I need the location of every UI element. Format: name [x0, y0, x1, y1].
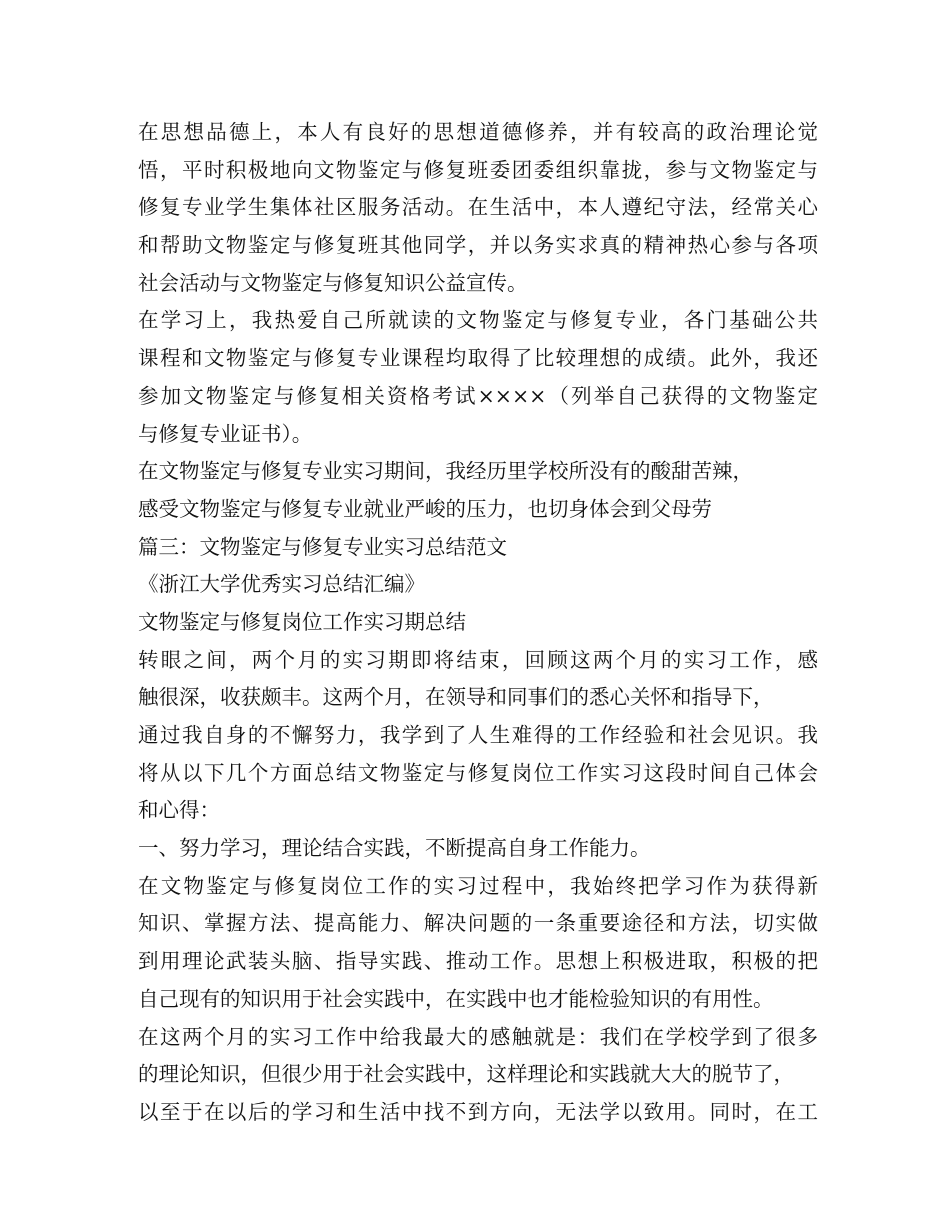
document-body [138, 114, 818, 1132]
text-line: 在思想品德上，本人有良好的思想道德修养，并有较高的政治理论觉 [138, 120, 818, 144]
document-title: 文物鉴定与修复岗位工作实习期总结 [138, 609, 466, 634]
text-line: 悟，平时积极地向文物鉴定与修复班委团委组织靠拢，参与文物鉴定与 [138, 157, 818, 182]
text-line: 通过我自身的不懈努力，我学到了人生难得的工作经验和社会见识。我 [138, 723, 818, 747]
collection-title: 《浙江大学优秀实习总结汇编》 [138, 572, 425, 597]
section-heading: 篇三：文物鉴定与修复专业实习总结范文 [138, 534, 507, 559]
text-line: 以至于在以后的学习和生活中找不到方向，无法学以致用。同时，在工 [138, 1099, 818, 1124]
text-line: 在文物鉴定与修复专业实习期间，我经历里学校所没有的酸甜苦辣， [138, 459, 753, 484]
text-line: 在这两个月的实习工作中给我最大的感触就是：我们在学校学到了很多 [138, 1024, 818, 1049]
text-line: 在学习上，我热爱自己所就读的文物鉴定与修复专业，各门基础公共 [138, 308, 818, 333]
text-line: 和心得： [138, 798, 220, 823]
text-line: 和帮助文物鉴定与修复班其他同学，并以务实求真的精神热心参与各项 [138, 233, 818, 258]
text-line: 自己现有的知识用于社会实践中，在实践中也才能检验知识的有用性。 [138, 986, 774, 1011]
text-line: 知识、掌握方法、提高能力、解决问题的一条重要途径和方法，切实做 [138, 911, 818, 936]
text-line: 转眼之间，两个月的实习期即将结束，回顾这两个月的实习工作，感 [138, 647, 818, 672]
text-line: 触很深，收获颇丰。这两个月，在领导和同事们的悉心关怀和指导下， [138, 685, 774, 710]
text-line: 到用理论武装头脑、指导实践、推动工作。思想上积极进取，积极的把 [138, 949, 818, 974]
text-line: 修复专业学生集体社区服务活动。在生活中，本人遵纪守法，经常关心 [138, 195, 818, 220]
text-line: 的理论知识，但很少用于社会实践中，这样理论和实践就大大的脱节了， [138, 1062, 794, 1087]
text-line: 与修复专业证书）。 [138, 421, 313, 446]
text-line: 在文物鉴定与修复岗位工作的实习过程中，我始终把学习作为获得新 [138, 873, 818, 898]
subheading: 一、努力学习，理论结合实践，不断提高自身工作能力。 [138, 836, 651, 861]
text-line: 课程和文物鉴定与修复专业课程均取得了比较理想的成绩。此外，我还 [138, 346, 818, 371]
text-line: 将从以下几个方面总结文物鉴定与修复岗位工作实习这段时间自己体会 [138, 760, 818, 785]
text-line: 感受文物鉴定与修复专业就业严峻的压力，也切身体会到父母劳 [138, 496, 712, 521]
text-line: 社会活动与文物鉴定与修复知识公益宣传。 [138, 270, 528, 295]
text-line: 参加文物鉴定与修复相关资格考试××××（列举自己获得的文物鉴定 [138, 383, 818, 408]
